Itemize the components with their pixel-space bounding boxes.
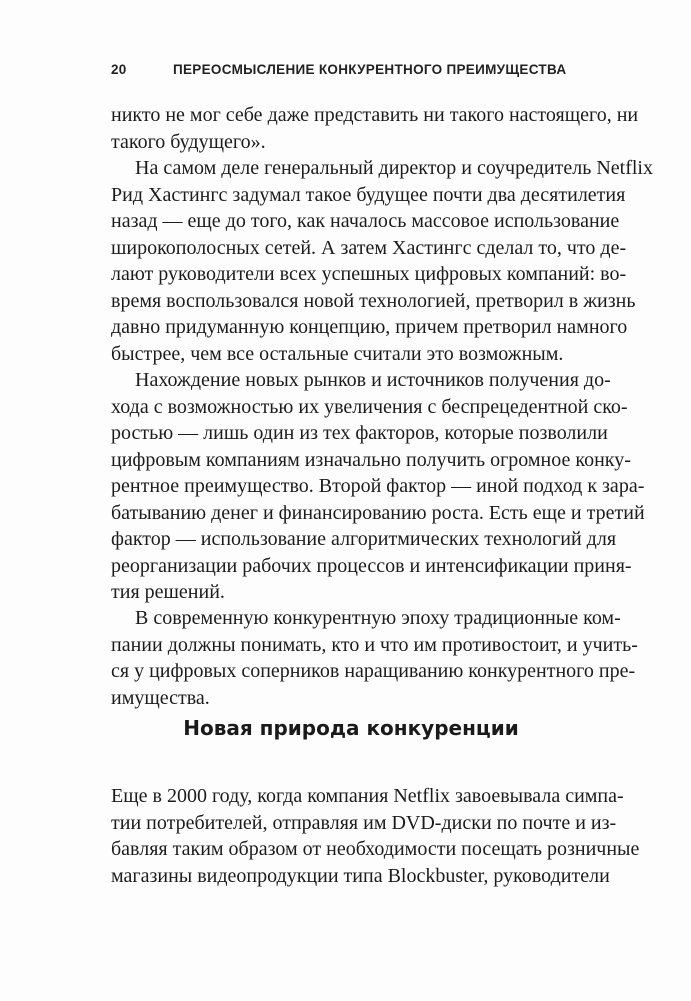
text-line: На самом деле генеральный директор и соучредитель Netflix: [135, 157, 653, 179]
text-line: давно придуманную концепцию, причем претворил намного: [111, 316, 628, 338]
text-line: тия решений.: [111, 581, 225, 603]
paragraph-3: [111, 367, 645, 606]
text-line: лают руководители всех успешных цифровых компаний: во-: [111, 263, 627, 285]
section-heading: Новая природа конкуренции: [183, 716, 519, 740]
text-line: бавляя таким образом от необходимости посещать розничные: [111, 838, 640, 860]
text-line: пании должны понимать, кто и что им противостоит, и учить-: [111, 633, 638, 656]
text-line: цифровым компаниям изначально получить огромное конку-: [111, 448, 631, 471]
text-line: назад — еще до того, как началось массовое использование: [111, 210, 620, 232]
paragraph-4: [111, 605, 638, 711]
running-title: ПЕРЕОСМЫСЛЕНИЕ КОНКУРЕНТНОГО ПРЕИМУЩЕСТВА: [173, 62, 567, 77]
text-line: тии потребителей, отправляя им DVD-диски по почте и из-: [111, 811, 617, 834]
text-line: хода с возможностью их увеличения с беспрецедентной ско-: [111, 395, 628, 418]
text-line: батыванию денег и финансированию роста. Есть еще и третий: [111, 501, 645, 524]
text-line: такого будущего».: [111, 130, 266, 153]
text-line: фактор — использование алгоритмических технологий для: [111, 528, 617, 550]
text-line: реорганизации рабочих процессов и интенсификации приня-: [111, 554, 632, 577]
text-line: Нахождение новых рынков и источников получения до-: [135, 369, 611, 391]
text-line: имущества.: [111, 686, 210, 709]
text-line: время воспользовался новой технологией, претворил в жизнь: [111, 289, 636, 312]
paragraph-1: [111, 102, 639, 155]
text-line: рентное преимущество. Второй фактор — иной подход к зара-: [111, 475, 645, 497]
running-head: [111, 62, 591, 82]
text-line: Еще в 2000 году, когда компания Netflix завоевывала симпа-: [111, 785, 624, 807]
section-paragraph: [111, 783, 640, 889]
text-line: ся у цифровых соперников наращиванию конкурентного пре-: [111, 660, 636, 682]
text-line: быстрее, чем все остальные считали это возможным.: [111, 342, 564, 365]
text-line: широкополосных сетей. А затем Хастингс сделал то, что де-: [111, 236, 627, 259]
page-number: 20: [111, 62, 127, 77]
text-line: магазины видеопродукции типа Blockbuster, руководители: [111, 864, 610, 887]
text-line: ростью — лишь один из тех факторов, которые позволили: [111, 422, 608, 444]
paragraph-2: [111, 155, 653, 367]
text-line: никто не мог себе даже представить ни такого настоящего, ни: [111, 104, 639, 126]
text-line: Рид Хастингс задумал такое будущее почти два десятилетия: [111, 183, 626, 206]
text-line: В современную конкурентную эпоху традиционные ком-: [135, 607, 621, 629]
